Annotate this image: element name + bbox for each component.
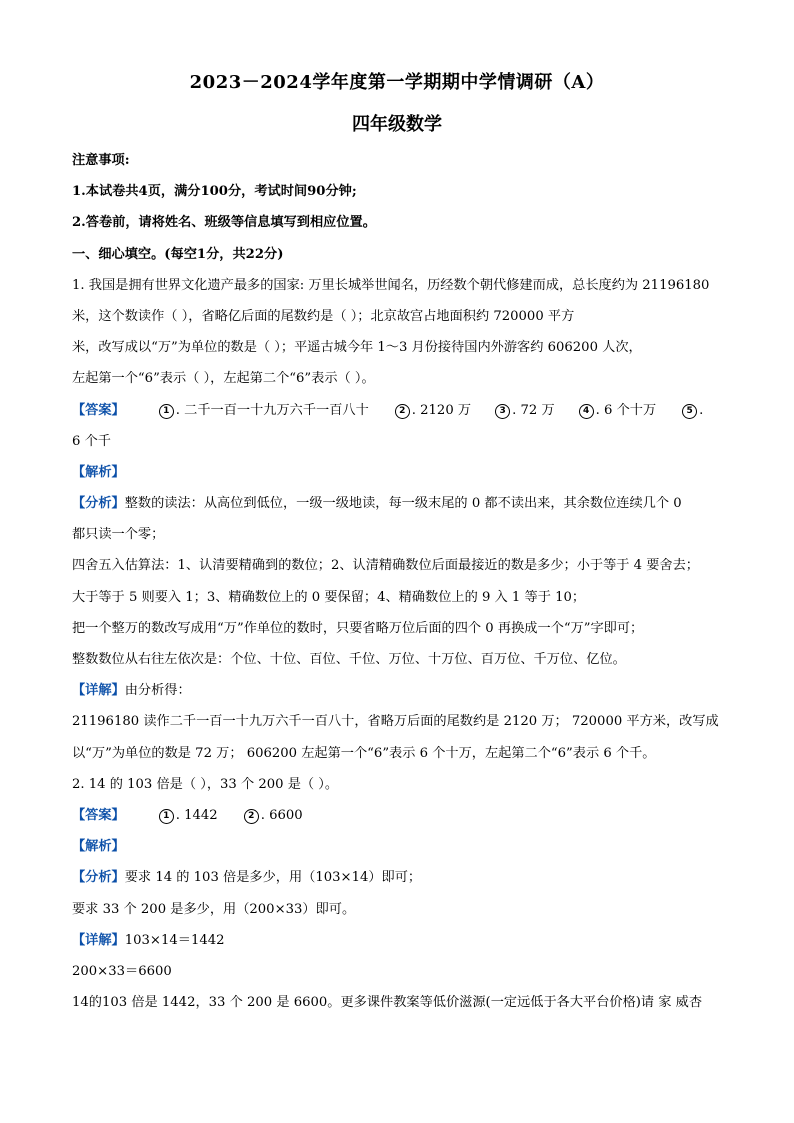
answer-item: 2 . 2120 万 bbox=[395, 395, 471, 426]
fenxi-tag: 【分析】 bbox=[72, 496, 125, 512]
q1-detail: 【详解】由分析得： bbox=[72, 683, 191, 699]
page-subtitle: 四年级数学 bbox=[352, 114, 442, 135]
q1-fenxi: 【分析】整数的读法：从高位到低位，一级一级地读，每一级末尾的 0 都不读出来，其余数位连续几个 0 bbox=[72, 496, 682, 512]
answer-tag: 【答案】 bbox=[72, 807, 125, 823]
answer-item: 5 . bbox=[682, 395, 703, 426]
document-body bbox=[72, 145, 732, 1018]
analysis-tag: 【解析】 bbox=[72, 839, 125, 855]
circled-number: 2 bbox=[395, 404, 410, 419]
q2-detail: 【详解】103×14＝1442 bbox=[72, 932, 225, 948]
note-item: 2.答卷前，请将姓名、班级等信息填写到相应位置。 bbox=[72, 215, 376, 231]
answer-item: 1 . 1442 bbox=[159, 800, 218, 831]
q1-text: 左起第一个“6”表示（ ），左起第二个“6”表示（ ）。 bbox=[72, 371, 375, 387]
circled-number: 4 bbox=[579, 404, 594, 419]
detail-tag: 【详解】 bbox=[72, 683, 125, 699]
q2-answer-row bbox=[72, 800, 732, 831]
answer-tag: 【答案】 bbox=[72, 402, 125, 418]
note-item: 1.本试卷共4页，满分100分，考试时间90分钟; bbox=[72, 184, 357, 200]
q2-fenxi: 【分析】要求 14 的 103 倍是多少，用（103×14）即可； bbox=[72, 870, 422, 886]
q1-text: 米，改写成以“万”为单位的数是（ ）；平遥古城今年 1～3 月份接待国内外游客约 606200 人次， bbox=[72, 340, 642, 356]
circled-number: 5 bbox=[682, 404, 697, 419]
q1-text: 1. 我国是拥有世界文化遗产最多的国家: 万里长城举世闻名，历经数个朝代修建而成，总长度约为 21196180 bbox=[72, 277, 710, 293]
q2-fenxi: 要求 33 个 200 是多少，用（200×33）即可。 bbox=[72, 901, 356, 917]
answer-item: 1 . 二千一百一十九万六千一百八十 bbox=[159, 395, 369, 426]
q2-detail: 200×33＝6600 bbox=[72, 963, 172, 979]
analysis-tag: 【解析】 bbox=[72, 464, 125, 480]
q1-text: 米，这个数读作（ ），省略亿后面的尾数约是（ ）；北京故宫占地面积约 720000 平方 bbox=[72, 308, 575, 324]
q2-detail: 14的103 倍是 1442，33 个 200 是 6600。更多课件教案等低价滋源(一定远低于各大平台价格)请 家 威杏 bbox=[72, 995, 703, 1011]
q1-fenxi: 整数数位从右往左依次是：个位、十位、百位、千位、万位、十万位、百万位、千万位、亿位。 bbox=[72, 652, 626, 667]
q1-fenxi: 四舍五入估算法：1、认清要精确到的数位；2、认清精确数位后面最接近的数是多少；小于等于 4 要舍去； bbox=[72, 558, 699, 574]
notes-heading: 注意事项: bbox=[72, 153, 130, 168]
q1-answer-row bbox=[72, 395, 732, 426]
detail-tag: 【详解】 bbox=[72, 932, 125, 948]
circled-number: 1 bbox=[159, 404, 174, 419]
answer-item: 4 . 6 个十万 bbox=[579, 395, 657, 426]
q1-answer-cont: 6 个千 bbox=[72, 433, 111, 449]
section-heading: 一、细心填空。(每空1分，共22分) bbox=[72, 246, 284, 262]
answer-item: 2 . 6600 bbox=[244, 800, 303, 831]
circled-number: 1 bbox=[159, 809, 174, 824]
q1-detail: 以“万”为单位的数是 72 万； 606200 左起第一个“6”表示 6 个十万，左起第二个“6”表示 6 个千。 bbox=[72, 745, 656, 761]
q1-detail: 21196180 读作二千一百一十九万六千一百八十，省略万后面的尾数约是 2120 万； 720000 平方米，改写成 bbox=[72, 714, 719, 730]
circled-number: 2 bbox=[244, 809, 259, 824]
q1-fenxi: 大于等于 5 则要入 1；3、精确数位上的 0 要保留；4、精确数位上的 9 入 1 等于 10； bbox=[72, 589, 586, 605]
q1-fenxi: 把一个整万的数改写成用“万”作单位的数时，只要省略万位后面的四个 0 再换成一个“万”字即可； bbox=[72, 620, 644, 636]
fenxi-tag: 【分析】 bbox=[72, 870, 125, 886]
circled-number: 3 bbox=[495, 404, 510, 419]
page-title: 2023－2024学年度第一学期期中学情调研（A） bbox=[189, 72, 605, 93]
answer-item: 3 . 72 万 bbox=[495, 395, 555, 426]
q2-text: 2. 14 的 103 倍是（ ），33 个 200 是（ ）。 bbox=[72, 776, 339, 792]
q1-fenxi: 都只读一个零； bbox=[72, 527, 165, 543]
